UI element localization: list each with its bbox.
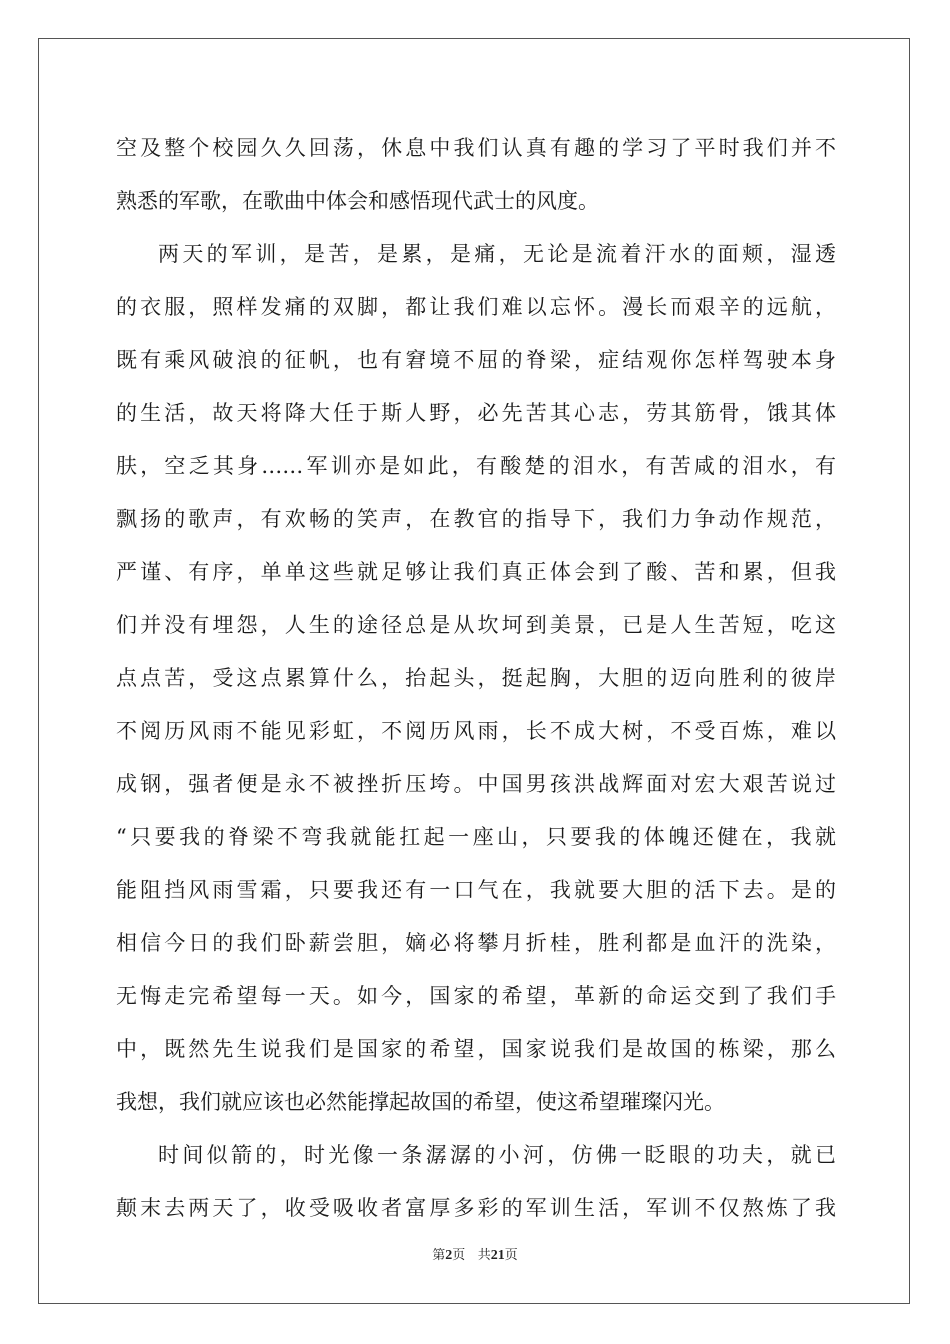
text-line: 不阅历风雨不能见彩虹，不阅历风雨，长不成大树，不受百炼，难以: [116, 719, 836, 743]
document-body: [116, 122, 836, 1235]
total-page-count: 21: [490, 1248, 505, 1263]
text-line: 时间似箭的，时光像一条潺潺的小河，仿佛一眨眼的功夫，就已: [158, 1143, 836, 1167]
text-line: 熟悉的军歌，在歌曲中体会和感悟现代武士的风度。: [116, 189, 599, 213]
text-line: 相信今日的我们卧薪尝胆，嫡必将攀月折桂，胜利都是血汗的洗染，: [116, 931, 836, 955]
text-line: 我想，我们就应该也必然能撑起故国的希望，使这希望璀璨闪光。: [116, 1090, 725, 1114]
text-line: 两天的军训，是苦，是累，是痛，无论是流着汗水的面颊，湿透: [158, 242, 836, 266]
current-page-number: 2: [445, 1248, 453, 1263]
text-line: 飘扬的歌声，有欢畅的笑声，在教官的指导下，我们力争动作规范，: [116, 507, 836, 531]
footer-suffix: 页: [504, 1248, 518, 1263]
footer-middle: 页 共: [452, 1248, 491, 1263]
text-line: 无悔走完希望每一天。如今，国家的希望，革新的命运交到了我们手: [116, 984, 836, 1008]
text-line: 中，既然先生说我们是国家的希望，国家说我们是故国的栋梁，那么: [116, 1037, 836, 1061]
text-line: “只要我的脊梁不弯我就能扛起一座山，只要我的体魄还健在，我就: [116, 825, 836, 849]
text-line: 的衣服，照样发痛的双脚，都让我们难以忘怀。漫长而艰辛的远航，: [116, 295, 836, 319]
text-line: 肤，空乏其身……军训亦是如此，有酸楚的泪水，有苦咸的泪水，有: [116, 454, 836, 478]
text-line: 既有乘风破浪的征帆，也有窘境不屈的脊梁，症结观你怎样驾驶本身: [116, 348, 836, 372]
text-line: 严谨、有序，单单这些就足够让我们真正体会到了酸、苦和累，但我: [116, 560, 836, 584]
footer-prefix: 第: [432, 1248, 446, 1263]
text-line: 点点苦，受这点累算什么，抬起头，挺起胸，大胆的迈向胜利的彼岸: [116, 666, 836, 690]
text-line: 空及整个校园久久回荡，休息中我们认真有趣的学习了平时我们并不: [116, 136, 836, 160]
page-footer: [0, 1244, 950, 1264]
text-line: 成钢，强者便是永不被挫折压垮。中国男孩洪战辉面对宏大艰苦说过: [116, 772, 836, 796]
text-line: 能阻挡风雨雪霜，只要我还有一口气在，我就要大胆的活下去。是的: [116, 878, 836, 902]
text-line: 的生活，故天将降大任于斯人野，必先苦其心志，劳其筋骨，饿其体: [116, 401, 836, 425]
text-line: 们并没有埋怨，人生的途径总是从坎坷到美景，已是人生苦短，吃这: [116, 613, 836, 637]
text-line: 颠末去两天了，收受吸收者富厚多彩的军训生活，军训不仅熬炼了我: [116, 1196, 836, 1220]
